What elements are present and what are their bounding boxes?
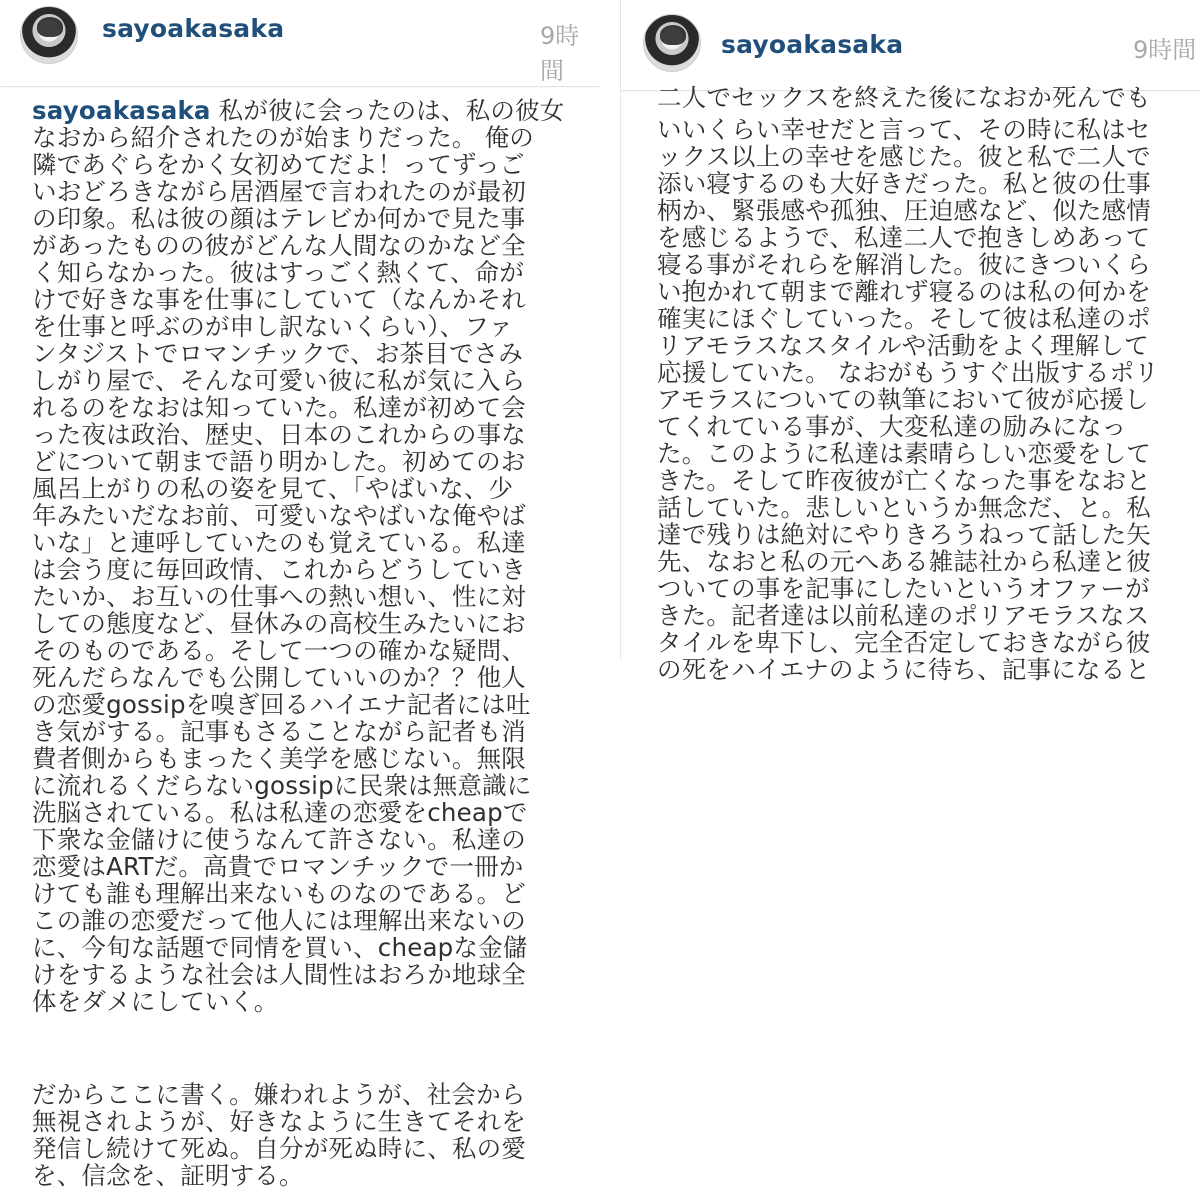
post-caption [657, 83, 1177, 684]
caption-line: タイルを卑下し、完全否定しておきながら彼 [657, 628, 1151, 657]
caption-line: 無視されようが、好きなように生きてそれを [32, 1107, 526, 1136]
caption-line: しての態度など、昼休みの高校生みたいにお [32, 609, 526, 638]
caption-line: 隣であぐらをかく女初めてだよ！ってずっご [32, 150, 525, 179]
caption-line: 死んだらなんでも公開していいのか？？他人 [32, 663, 526, 692]
caption-line: 下衆な金儲けに使うなんて許さない。私達の [32, 825, 526, 854]
caption-line: しがり屋で、そんな可愛い彼に私が気に入ら [32, 366, 526, 395]
caption-line: 寝る事がそれらを解消した。彼にきついくら [657, 250, 1151, 279]
post-timestamp: 9時間 [1133, 36, 1197, 64]
caption-line: た。このように私達は素晴らしい恋愛をして [657, 439, 1151, 468]
caption-line: けで好きな事を仕事にしていて（なんかそれ [32, 285, 526, 314]
caption-line: どについて朝まで語り明かした。初めてのお [32, 447, 526, 476]
post-header [0, 0, 600, 87]
caption-line: この誰の恋愛だって他人には理解出来ないの [32, 906, 526, 935]
caption-line: ックス以上の幸せを感じた。彼と私で二人で [657, 142, 1151, 171]
caption-line: たいか、お互いの仕事への熱い想い、性に対 [32, 582, 526, 611]
caption-line: 確実にほぐしていった。そして彼は私達のポ [657, 304, 1151, 333]
caption-line: の恋愛gossipを嗅ぎ回るハイエナ記者には吐 [32, 690, 531, 719]
header-username[interactable]: sayoakasaka [102, 14, 285, 43]
caption-line-partial-bottom: の死をハイエナのように待ち、記事になると [657, 655, 1151, 684]
caption-line: 体をダメにしていく。 [32, 987, 279, 1016]
caption-line: を仕事と呼ぶのが申し訳ないくらい）、ファ [32, 312, 514, 341]
post-timestamp: 9時間 [540, 22, 580, 85]
caption-line: 風呂上がりの私の姿を見て、「やばいな、少 [32, 474, 514, 503]
caption-line: 話していた。悲しいというか無念だ、と。私 [657, 493, 1151, 522]
caption-line: いな」と連呼していたのも覚えている。私達 [32, 528, 526, 557]
caption-username[interactable]: sayoakasaka [32, 96, 211, 125]
caption-line: 応援していた。 なおがもうすぐ出版するポリ [657, 358, 1159, 387]
caption-line: があったものの彼がどんな人間なのかなど全 [32, 231, 526, 260]
caption-line: そのものである。そして一つの確かな疑問、 [32, 636, 526, 665]
caption-line: きた。記者達は以前私達のポリアモラスなス [657, 601, 1150, 630]
caption-line: 先、なおと私の元へある雑誌社から私達と彼 [657, 547, 1151, 576]
caption-line: 年みたいだなお前、可愛いなやばいな俺やば [32, 501, 526, 530]
caption-line: れるのをなおは知っていた。私達が初めて会 [32, 393, 526, 422]
profile-avatar[interactable] [20, 6, 78, 64]
caption-line: の印象。私は彼の顔はテレビか何かで見た事 [32, 204, 526, 233]
left-post-panel [0, 0, 600, 1200]
caption-line: 恋愛はARTだ。高貴でロマンチックで一冊か [32, 852, 524, 881]
caption-line: 洗脳されている。私は私達の恋愛をcheapで [32, 798, 528, 827]
caption-line: い抱かれて朝まで離れず寝るのは私の何かを [657, 277, 1151, 306]
caption-line: いいくらい幸せだと言って、その時に私はセ [657, 115, 1151, 144]
caption-line: だからここに書く。嫌われようが、社会から [32, 1080, 526, 1109]
caption-line: 達で残りは絶対にやりきろうねって話した矢 [657, 520, 1151, 549]
caption-line: けをするような社会は人間性はおろか地球全 [32, 960, 526, 989]
caption-line: てくれている事が、大変私達の励みになっ [657, 412, 1127, 441]
post-caption [32, 97, 592, 1015]
caption-line: きた。そして昨夜彼が亡くなった事をなおと [657, 466, 1151, 495]
caption-line: を感じるようで、私達二人で抱きしめあって [657, 223, 1151, 252]
post-header [621, 0, 1201, 91]
caption-line: を、信念を、証明する。 [32, 1161, 304, 1190]
caption-line: く知らなかった。彼はすっごく熱くて、命が [32, 258, 525, 287]
caption-line: けても誰も理解出来ないものなのである。ど [32, 879, 526, 908]
caption-line: に、今旬な話題で同情を買い、cheapな金儲 [32, 933, 528, 962]
caption-line: 発信し続けて死ぬ。自分が死ぬ時に、私の愛 [32, 1134, 526, 1163]
caption-line-partial-top: 二人でセックスを終えた後になおか死んでも [657, 83, 1151, 112]
profile-avatar[interactable] [643, 14, 701, 72]
post-caption-closing [32, 1081, 592, 1189]
caption-line: き気がする。記事もさることながら記者も消 [32, 717, 526, 746]
header-username[interactable]: sayoakasaka [721, 30, 904, 59]
caption-line: ンタジストでロマンチックで、お茶目でさみ [32, 339, 524, 368]
caption-line: sayoakasaka 私が彼に会ったのは、私の彼女 [32, 96, 565, 125]
caption-line: 柄か、緊張感や孤独、圧迫感など、似た感情 [657, 196, 1151, 225]
caption-line: なおから紹介されたのが始まりだった。 俺の [32, 123, 534, 152]
caption-line: リアモラスなスタイルや活動をよく理解して [657, 331, 1149, 360]
caption-line: アモラスについての執筆において彼が応援し [657, 385, 1149, 414]
caption-line: ついての事を記事にしたいというオファーが [657, 574, 1150, 603]
caption-line: に流れるくだらないgossipに民衆は無意識に [32, 771, 532, 800]
caption-line: 添い寝するのも大好きだった。私と彼の仕事 [657, 169, 1151, 198]
right-post-panel [620, 0, 1201, 684]
caption-line: は会う度に毎回政情、これからどうしていき [32, 555, 526, 584]
caption-line: った夜は政治、歴史、日本のこれからの事な [32, 420, 526, 449]
caption-line: 費者側からもまったく美学を感じない。無限 [32, 744, 526, 773]
caption-line: いおどろきながら居酒屋で言われたのが最初 [32, 177, 526, 206]
